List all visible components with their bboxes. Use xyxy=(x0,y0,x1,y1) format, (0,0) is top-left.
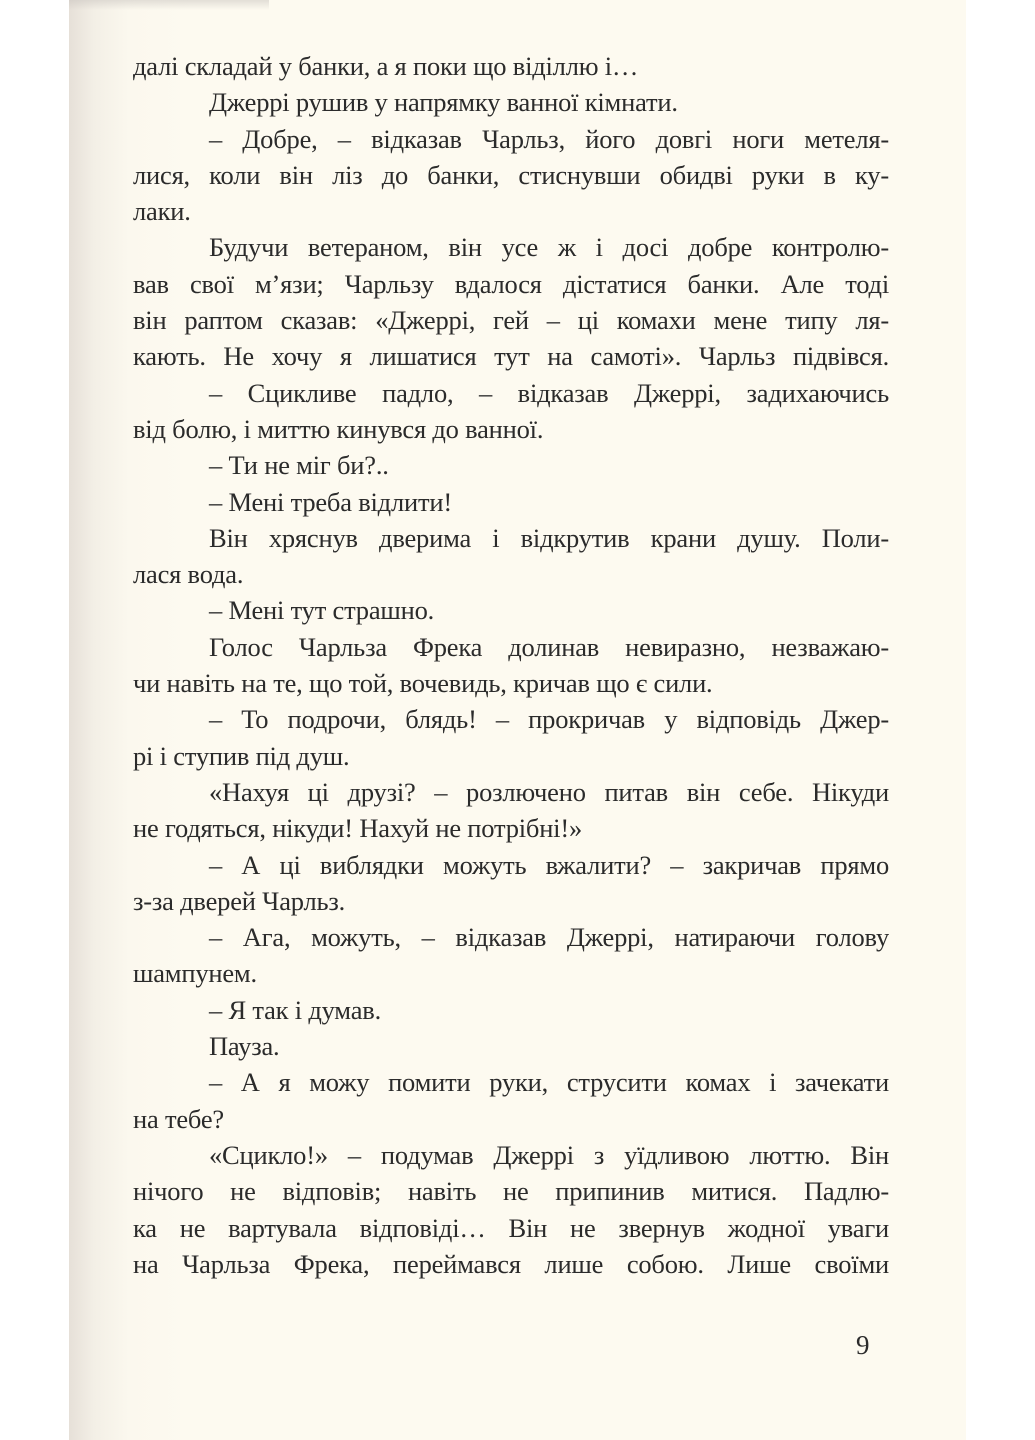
text-line: рі і ступив під душ. xyxy=(133,740,350,771)
text-line: – Ти не міг би?.. xyxy=(209,450,389,481)
text-line: від болю, і миттю кинувся до ванної. xyxy=(133,413,544,444)
text-line: вав свої м’язи; Чарльзу вдалося дістатися банки. Але тоді xyxy=(133,268,889,299)
text-line: Пауза. xyxy=(209,1031,280,1062)
text-line: – Мені треба відлити! xyxy=(209,486,452,517)
page-shadow xyxy=(69,0,269,10)
text-line: чи навіть на те, що той, вочевидь, кричав що є сили. xyxy=(133,668,713,699)
text-line: на тебе? xyxy=(133,1103,224,1134)
text-line: «Сцикло!» – подумав Джеррі з уїдливою люттю. Він xyxy=(209,1139,889,1170)
text-line: Голос Чарльза Фрека долинав невиразно, незважаю- xyxy=(209,631,889,662)
text-line: Джеррі рушив у напрямку ванної кімнати. xyxy=(209,87,678,118)
text-line: – Сцикливе падло, – відказав Джеррі, задихаючись xyxy=(209,377,889,408)
page-number: 9 xyxy=(856,1330,870,1360)
text-line: шампунем. xyxy=(133,958,257,989)
text-line: – То подрочи, блядь! – прокричав у відповідь Джер- xyxy=(209,704,889,735)
text-line: – Мені тут страшно. xyxy=(209,595,435,626)
text-line: ка не вартувала відповіді… Він не звернув жодної уваги xyxy=(133,1212,889,1243)
text-line: кають. Не хочу я лишатися тут на самоті». Чарльз підвівся. xyxy=(133,341,889,372)
text-line: не годяться, нікуди! Нахуй не потрібні!» xyxy=(133,813,583,844)
text-line: – Я так і думав. xyxy=(209,994,382,1025)
text-line: Будучи ветераном, він усе ж і досі добре контролю- xyxy=(209,232,889,263)
text-line: нічого не відповів; навіть не припинив митися. Падлю- xyxy=(133,1176,889,1207)
text-line: – А я можу помити руки, струсити комах і зачекати xyxy=(209,1067,889,1098)
text-line: – Добре, – відказав Чарльз, його довгі ноги метеля- xyxy=(209,123,889,154)
text-line: лася вода. xyxy=(133,559,244,590)
page-body-text xyxy=(133,48,889,1282)
text-line: далі складай у банки, а я поки що віділлю і… xyxy=(133,51,639,81)
text-line: лаки. xyxy=(133,196,191,227)
text-line: лися, коли він ліз до банки, стиснувши обидві руки в ку- xyxy=(133,159,889,190)
text-line: на Чарльза Фрека, переймався лише собою. Лише своїми xyxy=(133,1248,889,1279)
text-line: – Ага, можуть, – відказав Джеррі, натираючи голову xyxy=(209,922,889,953)
book-page xyxy=(69,0,966,1440)
text-line: він раптом сказав: «Джеррі, гей – ці комахи мене типу ля- xyxy=(133,305,889,336)
text-line: Він хряснув дверима і відкрутив крани душу. Поли- xyxy=(209,522,889,553)
text-line: «Нахуя ці друзі? – розлючено питав він себе. Нікуди xyxy=(209,776,889,807)
text-line: з-за дверей Чарльз. xyxy=(133,885,346,916)
text-line: – А ці виблядки можуть вжалити? – закричав прямо xyxy=(209,849,889,880)
